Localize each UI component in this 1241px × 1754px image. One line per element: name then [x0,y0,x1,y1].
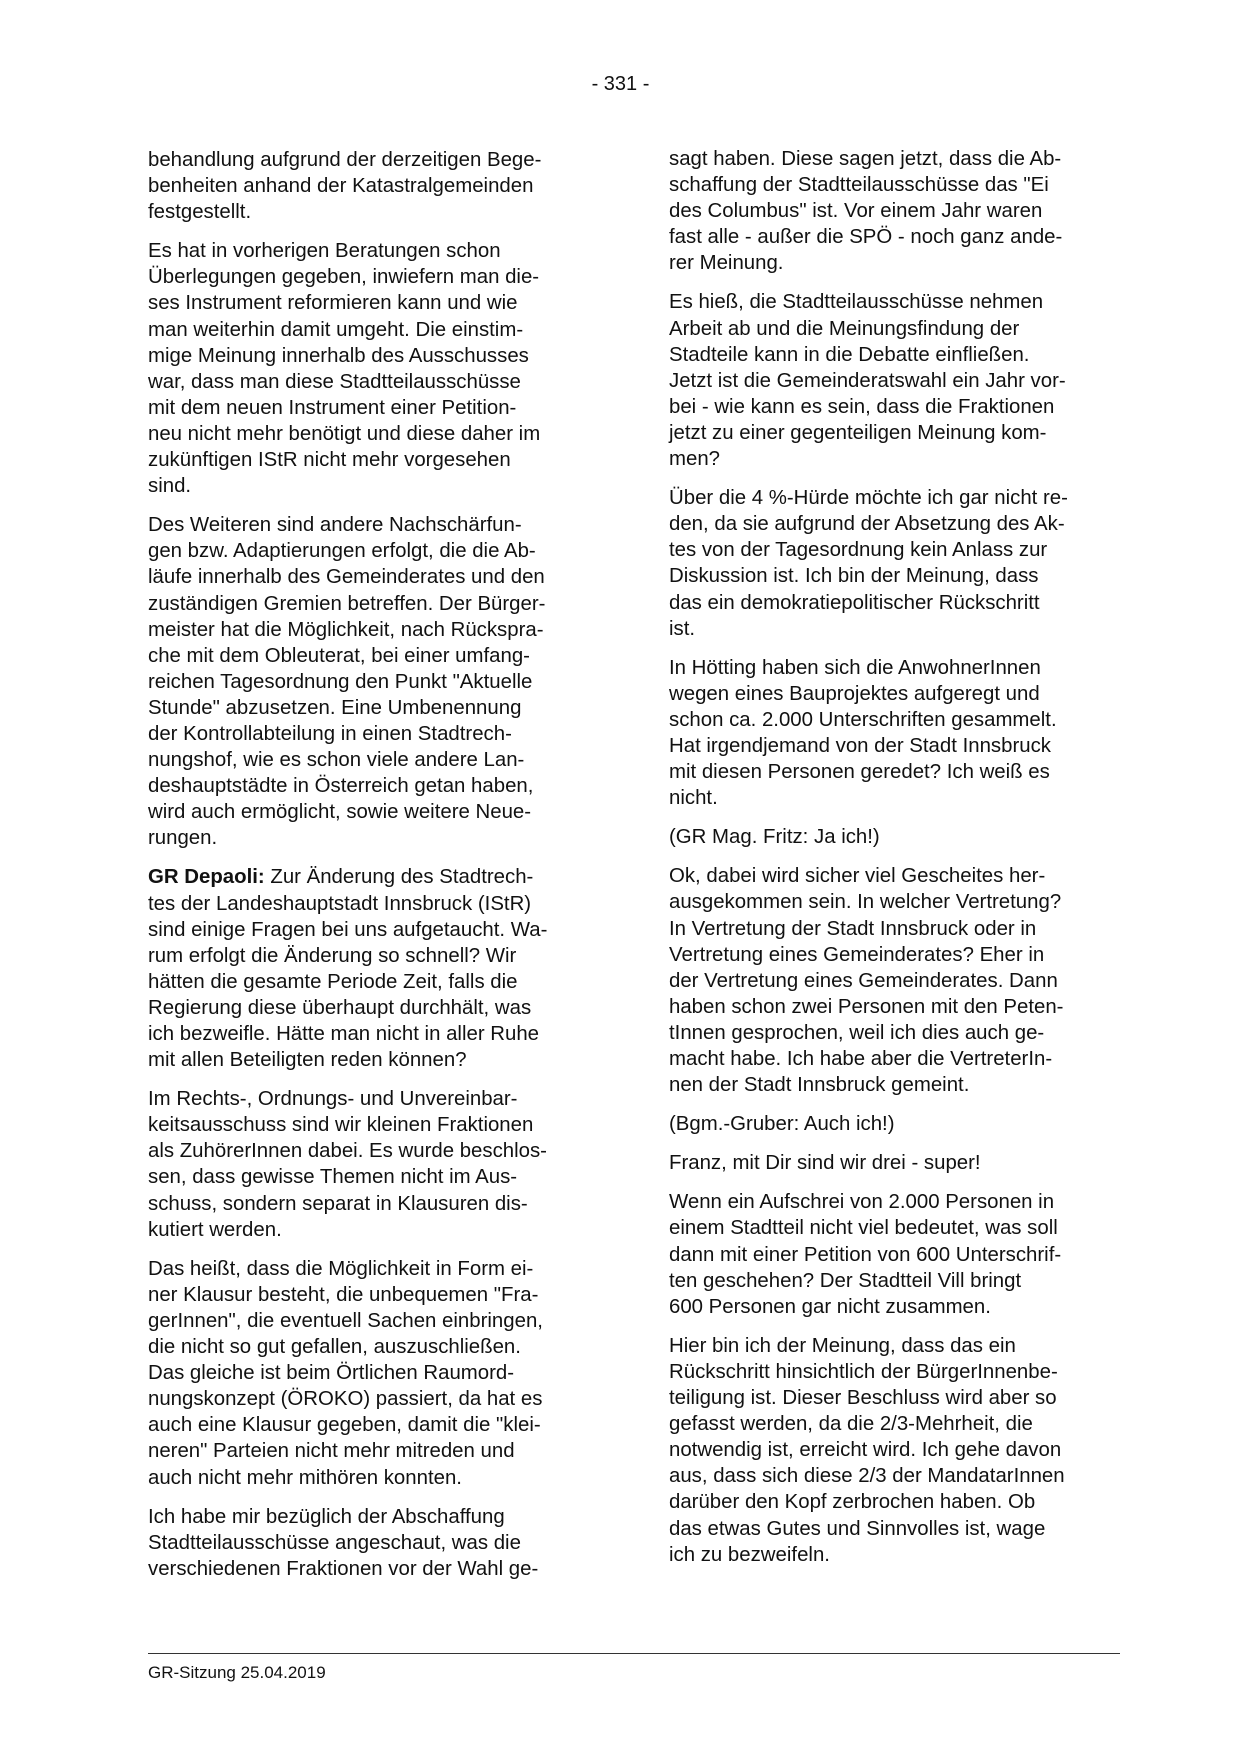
paragraph [148,864,603,1073]
paragraph-line: auch nicht mehr mithören konnten. [148,1466,462,1489]
left-column [148,147,603,1595]
paragraph-line: In Hötting haben sich die AnwohnerInnen [669,656,1041,679]
paragraph-line: mit diesen Personen geredet? Ich weiß es [669,761,1050,784]
paragraph-line: haben schon zwei Personen mit den Peten- [669,995,1064,1018]
paragraph-line: den, da sie aufgrund der Absetzung des Ak- [669,513,1065,536]
paragraph-line: dann mit einer Petition von 600 Unterschrif- [669,1243,1062,1266]
paragraph-line: Hat irgendjemand von der Stadt Innsbruck [669,734,1051,757]
paragraph-line: Das gleiche ist beim Örtlichen Raumord- [148,1362,515,1385]
paragraph-line: zuständigen Gremien betreffen. Der Bürger- [148,592,546,615]
paragraph [669,824,1124,850]
paragraph-line: als ZuhörerInnen dabei. Es wurde beschlos- [148,1140,547,1163]
speaker-name: GR Depaoli: [148,866,265,889]
speaker-first-line-text: Zur Änderung des Stadtrech- [264,866,534,889]
paragraph-line: gen bzw. Adaptierungen erfolgt, die die Ab- [148,540,536,563]
paragraph-line: Das heißt, dass die Möglichkeit in Form ei- [148,1257,534,1280]
paragraph [148,147,603,225]
paragraph [669,655,1124,812]
paragraph-line: Es hat in vorherigen Beratungen schon [148,240,501,263]
paragraph-line: rungen. [148,827,218,850]
paragraph-line: macht habe. Ich habe aber die VertreterIn- [669,1048,1053,1070]
paragraph-line: Regierung diese überhaupt durchhält, was [148,996,532,1019]
paragraph-line: der Kontrollabteilung in einen Stadtrech- [148,722,512,745]
paragraph-line: (GR Mag. Fritz: Ja ich!) [669,826,880,849]
paragraph-line: Stunde" abzusetzen. Eine Umbenennung [148,696,522,719]
paragraph-line: Über die 4 %-Hürde möchte ich gar nicht re- [669,487,1068,510]
paragraph-line: des Columbus" ist. Vor einem Jahr waren [669,200,1043,223]
paragraph-line: tes der Landeshauptstadt Innsbruck (IStR) [148,892,532,915]
paragraph-line: Diskussion ist. Ich bin der Meinung, dass [669,565,1039,588]
paragraph [669,863,1124,1098]
paragraph-line: Rückschritt hinsichtlich der BürgerInnenbe- [669,1360,1058,1383]
paragraph-line: sind einige Fragen bei uns aufgetaucht. Wa- [148,918,548,941]
paragraph-line: schon ca. 2.000 Unterschriften gesammelt. [669,708,1057,731]
paragraph-line: Es hieß, die Stadtteilausschüsse nehmen [669,291,1044,314]
paragraph-line: darüber den Kopf zerbrochen haben. Ob [669,1491,1036,1514]
paragraph-line: Ok, dabei wird sicher viel Gescheites her- [669,865,1046,888]
paragraph-line: tes von der Tagesordnung kein Anlass zur [669,539,1048,562]
paragraph-line: das ein demokratiepolitischer Rückschritt [669,591,1040,614]
paragraph [669,1150,1124,1176]
paragraph [669,1333,1124,1568]
paragraph-line: sagt haben. Diese sagen jetzt, dass die Ab- [669,148,1062,170]
paragraph-line: ich zu bezweifeln. [669,1543,830,1566]
paragraph-line: In Vertretung der Stadt Innsbruck oder in [669,917,1037,940]
paragraph-line: Vertretung eines Gemeinderates? Eher in [669,943,1045,966]
paragraph-line: mit dem neuen Instrument einer Petition- [148,396,517,419]
paragraph-line: die nicht so gut gefallen, auszuschließen. [148,1336,521,1359]
paragraph-line: 600 Personen gar nicht zusammen. [669,1295,991,1318]
paragraph [148,1086,603,1243]
paragraph-line: che mit dem Obleuterat, bei einer umfang- [148,644,530,667]
paragraph-line: man weiterhin damit umgeht. Die einstim- [148,318,524,341]
paragraph-line: gefasst werden, da die 2/3-Mehrheit, die [669,1413,1033,1436]
paragraph-line: schuss, sondern separat in Klausuren dis- [148,1192,528,1215]
paragraph-line: Wenn ein Aufschrei von 2.000 Personen in [669,1191,1055,1214]
paragraph-line: ausgekommen sein. In welcher Vertretung? [669,891,1062,914]
paragraph-line: meister hat die Möglichkeit, nach Rückspra- [148,618,544,641]
paragraph-line: ses Instrument reformieren kann und wie [148,292,518,315]
paragraph-line: ner Klausur besteht, die unbequemen "Fra- [148,1283,539,1306]
paragraph-line: notwendig ist, erreicht wird. Ich gehe davon [669,1439,1062,1462]
paragraph-line [148,864,603,890]
paragraph-line: zukünftigen IStR nicht mehr vorgesehen [148,449,511,472]
right-column [669,146,1124,1581]
paragraph-line: fast alle - außer die SPÖ - noch ganz ande- [669,226,1063,249]
paragraph-line: reichen Tagesordnung den Punkt "Aktuelle [148,670,533,693]
paragraph-line: kutiert werden. [148,1218,282,1241]
paragraph-line: keitsausschuss sind wir kleinen Fraktionen [148,1114,534,1137]
paragraph-line: hätten die gesamte Periode Zeit, falls die [148,970,518,993]
paragraph-line: Hier bin ich der Meinung, dass das ein [669,1334,1016,1357]
paragraph-line: sen, dass gewisse Themen nicht im Aus- [148,1166,518,1189]
paragraph-line: Überlegungen gegeben, inwiefern man die- [148,266,540,289]
paragraph-line: teiligung ist. Dieser Beschluss wird aber so [669,1387,1057,1410]
paragraph-line: einem Stadtteil nicht viel bedeutet, was soll [669,1217,1058,1240]
paragraph-line: Jetzt ist die Gemeinderatswahl ein Jahr vor- [669,369,1066,392]
paragraph-line: wegen eines Bauprojektes aufgeregt und [669,682,1040,705]
paragraph-line: rer Meinung. [669,252,784,275]
paragraph-line: nungshof, wie es schon viele andere Lan- [148,749,525,772]
paragraph-line: nen der Stadt Innsbruck gemeint. [669,1074,970,1097]
paragraph-line: Im Rechts-, Ordnungs- und Unvereinbar- [148,1088,518,1111]
paragraph-line: nungskonzept (ÖROKO) passiert, da hat es [148,1388,543,1411]
paragraph-line: Franz, mit Dir sind wir drei - super! [669,1152,981,1175]
paragraph [669,1189,1124,1319]
paragraph-line: auch eine Klausur gegeben, damit die "klei- [148,1414,541,1437]
paragraph-line: tInnen gesprochen, weil ich dies auch ge- [669,1021,1045,1044]
paragraph-line: jetzt zu einer gegenteiligen Meinung kom- [669,421,1047,444]
paragraph-line: rum erfolgt die Änderung so schnell? Wir [148,944,517,967]
paragraph [148,238,603,499]
paragraph-line: verschiedenen Fraktionen vor der Wahl ge- [148,1557,539,1580]
paragraph-line: mige Meinung innerhalb des Ausschusses [148,344,529,367]
paragraph-line: (Bgm.-Gruber: Auch ich!) [669,1113,895,1136]
paragraph-line: deshauptstädte in Österreich getan haben, [148,775,534,798]
paragraph-line: mit allen Beteiligten reden können? [148,1049,467,1072]
paragraph-line: läufe innerhalb des Gemeinderates und den [148,566,545,589]
paragraph-line: wird auch ermöglicht, sowie weitere Neue- [148,801,532,824]
paragraph-line: Stadteile kann in die Debatte einfließen. [669,343,1030,366]
paragraph-line: Des Weiteren sind andere Nachschärfun- [148,514,522,537]
paragraph-line: nicht. [669,787,718,810]
paragraph-line: aus, dass sich diese 2/3 der MandatarInnen [669,1465,1065,1488]
paragraph-line: festgestellt. [148,201,252,224]
paragraph-line: Arbeit ab und die Meinungsfindung der [669,317,1020,340]
paragraph [669,146,1124,276]
paragraph-line: war, dass man diese Stadtteilausschüsse [148,370,521,393]
paragraph-line: sind. [148,475,192,498]
paragraph [669,1111,1124,1137]
paragraph-line: neren" Parteien nicht mehr mitreden und [148,1440,515,1463]
footer-divider [148,1653,1120,1654]
paragraph-line: benheiten anhand der Katastralgemeinden [148,175,534,198]
paragraph [148,1504,603,1582]
paragraph-line: Ich habe mir bezüglich der Abschaffung [148,1505,505,1528]
paragraph-line: schaffung der Stadtteilausschüsse das "Ei [669,174,1049,197]
paragraph-line: bei - wie kann es sein, dass die Fraktionen [669,395,1055,418]
paragraph-line: der Vertretung eines Gemeinderates. Dann [669,969,1058,992]
paragraph-line: gerInnen", die eventuell Sachen einbringen, [148,1309,543,1332]
paragraph-line: ist. [669,617,696,640]
paragraph [669,485,1124,642]
paragraph [669,289,1124,472]
paragraph-line: Stadtteilausschüsse angeschaut, was die [148,1531,521,1554]
paragraph-line: ich bezweifle. Hätte man nicht in aller Ruhe [148,1023,540,1045]
paragraph-line: behandlung aufgrund der derzeitigen Bege- [148,149,542,171]
paragraph [148,1256,603,1491]
paragraph-line: ten geschehen? Der Stadtteil Vill bringt [669,1269,1022,1292]
page-number: - 331 - [591,73,650,95]
paragraph [148,512,603,851]
footer-session-date: GR-Sitzung 25.04.2019 [148,1663,326,1682]
paragraph-line: neu nicht mehr benötigt und diese daher im [148,422,541,445]
paragraph-line: das etwas Gutes und Sinnvolles ist, wage [669,1517,1046,1540]
paragraph-line: men? [669,448,721,471]
